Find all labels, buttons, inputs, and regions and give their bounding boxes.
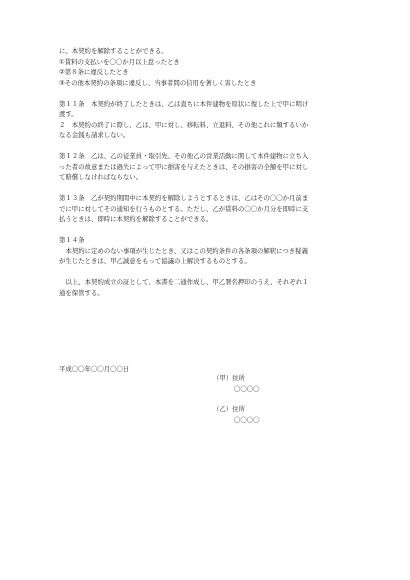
- contract-body: [59, 46, 351, 298]
- spacer: [59, 183, 351, 194]
- closing-line-2: 通を保管する。: [59, 288, 104, 297]
- spacer: [59, 225, 351, 236]
- article-13-line-1: 第１３条 乙が契約期間中に本契約を解除しようとするときは、乙はその〇〇か月前ま: [59, 194, 309, 202]
- article-14-heading: 第１４条: [59, 236, 85, 244]
- termination-condition-3: ③その他本契約の条項に違反し、当事者間の信用を著しく害したとき: [59, 78, 257, 87]
- party-a-signature: [213, 373, 260, 394]
- article-11-line-2: 渡す。: [59, 110, 78, 118]
- spacer: [59, 88, 351, 99]
- party-b-signature: [213, 404, 260, 425]
- party-a-label: （甲）住所: [213, 374, 245, 382]
- termination-condition-1: ①賃料の支払いを〇〇か月以上怠ったとき: [59, 57, 180, 66]
- closing-line-1: 以上、本契約成立の証として、本書を二通作成し、甲乙署名押印のうえ、それぞれ１: [65, 278, 309, 286]
- article-14-line-2: が生じたときは、甲乙誠意をもって協議の上解決するものとする。: [59, 257, 251, 265]
- spacer: [59, 141, 351, 152]
- article-11-line-4: なる金銭も請求しない。: [59, 131, 130, 139]
- article-12-line-2: った者の故意または過失によって甲に損害を与えたときは、その損害の全額を甲に対し: [59, 162, 309, 171]
- article-13-line-2: でに甲に対してその通知を行うものとする。ただし、乙が賃料の〇〇か月分を即時に支: [59, 204, 309, 213]
- contract-date: 平成〇〇年〇〇月〇〇日: [59, 365, 130, 373]
- article-13-line-3: 払うときは、即時に本契約を解除することができる。: [59, 215, 213, 223]
- article-11-line-3: ２ 本契約の終了に際し、乙は、甲に対し、移転料、立退料、その他これに類するいか: [59, 120, 309, 129]
- article-12-line-3: て賠償しなければならない。: [59, 173, 143, 181]
- party-b-name: 〇〇〇〇: [234, 415, 260, 424]
- spacer: [59, 267, 351, 278]
- party-b-label: （乙）住所: [213, 405, 245, 413]
- termination-condition-2: ②第８条に違反したとき: [59, 68, 129, 76]
- article-11-line-1: 第１１条 本契約が終了したときは、乙は直ちに本件建物を原状に復した上で甲に明け: [59, 99, 309, 108]
- party-a-name: 〇〇〇〇: [234, 384, 260, 393]
- article-12-line-1: 第１２条 乙は、乙の従業員・取引先、その他乙の営業活動に関して本件建物に立ち入: [59, 152, 309, 160]
- article-14-line-1: 本契約に定めのない事項が生じたとき、又はこの契約条件の各条項の解釈につき疑義: [65, 246, 308, 255]
- intro-text: に、本契約を解除することができる。: [59, 47, 168, 55]
